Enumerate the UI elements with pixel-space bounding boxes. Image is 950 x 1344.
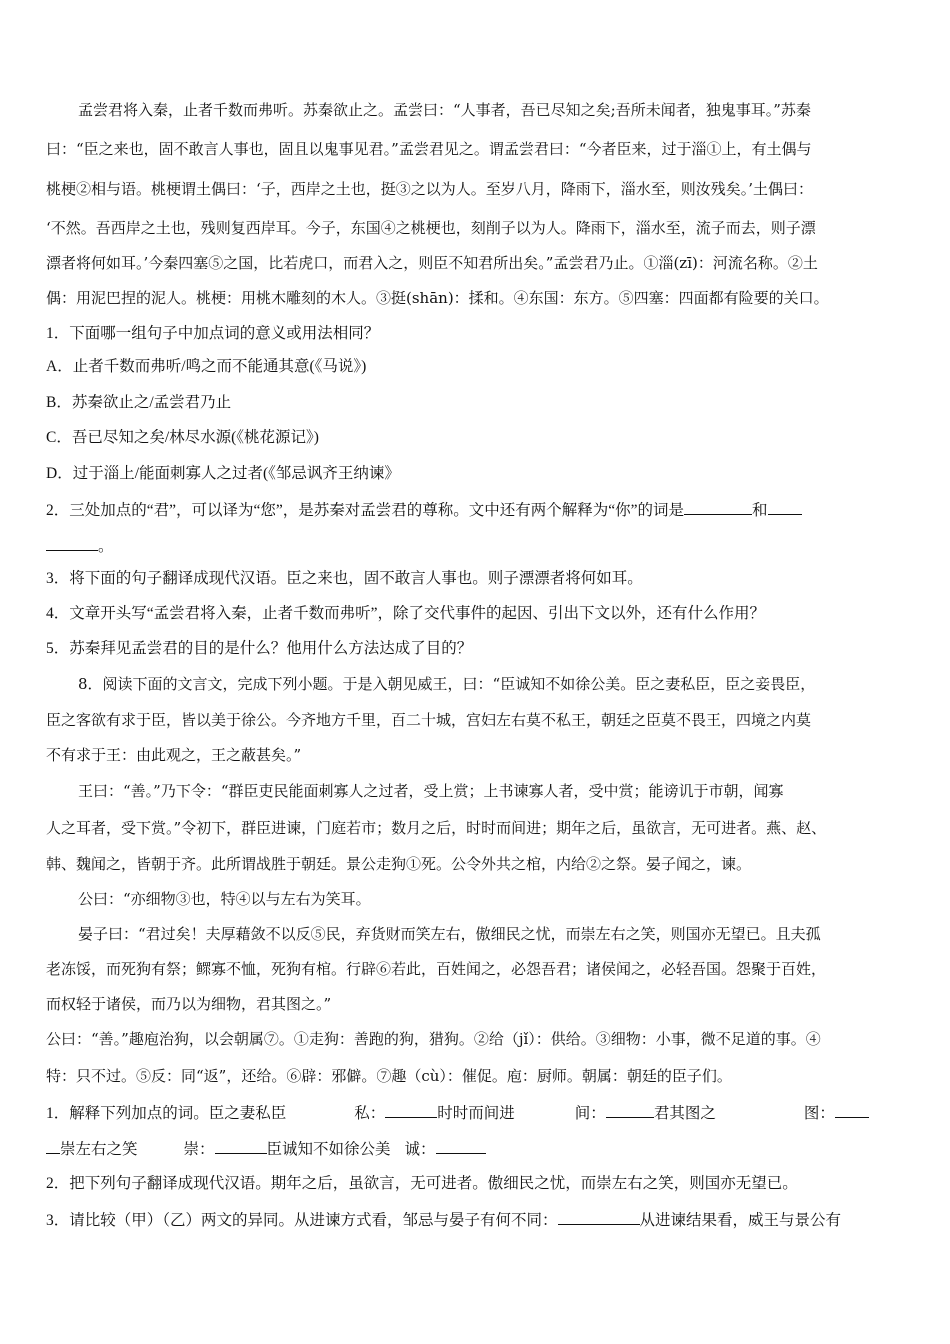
answer-blank[interactable] bbox=[558, 1209, 640, 1225]
passage1-line: 桃梗②相与语。桃梗谓土偶曰：‘子，西岸之土也，挺③之以为人。至岁八月，降雨下，淄水至，则汝残矣。’土偶曰： bbox=[46, 180, 814, 198]
question-2-and: 和 bbox=[752, 502, 768, 519]
question-3: 3．将下面的句子翻译成现代汉语。臣之来也，固不敢言人事也。则子漂漂者将何如耳。 bbox=[46, 570, 643, 587]
q2-1-word2: 时时而间进 bbox=[437, 1105, 515, 1122]
q2-1-intro: 1．解释下列加点的词。臣之妻私臣 bbox=[46, 1105, 287, 1122]
passage2-line: 8．阅读下面的文言文，完成下列小题。于是入朝见威王，曰：“臣诚知不如徐公美。臣之妻私臣，臣之妾畏臣， bbox=[78, 675, 816, 693]
q2-3-line bbox=[46, 1209, 908, 1231]
question-2-end: 。 bbox=[98, 538, 114, 555]
answer-blank[interactable] bbox=[768, 499, 802, 515]
passage2-line: 臣之客欲有求于臣，皆以美于徐公。今齐地方千里，百二十城，宫妇左右莫不私王，朝廷之臣莫不畏王，四境之内莫 bbox=[46, 711, 812, 729]
answer-blank[interactable] bbox=[684, 499, 752, 515]
passage2-notes: 公曰：“善。”趣庖治狗，以会朝属⑦。①走狗：善跑的狗，猎狗。②给（jǐ）：供给。③细物：小事，微不足道的事。④ bbox=[46, 1030, 821, 1048]
answer-blank[interactable] bbox=[215, 1138, 267, 1154]
answer-blank[interactable] bbox=[835, 1102, 869, 1118]
q2-1-word3: 君其图之 bbox=[653, 1105, 716, 1122]
q2-3-text-b: 从进谏结果看，威王与景公有 bbox=[639, 1212, 842, 1229]
passage2-notes: 特：只不过。⑤反：同“返”，还给。⑥辟：邪僻。⑦趣（cù）：催促。庖：厨师。朝属：朝廷的臣子们。 bbox=[46, 1067, 732, 1085]
q2-1-word4: 崇左右之笑 bbox=[60, 1141, 138, 1158]
passage1-line: 曰：“臣之来也，固不敢言人事也，固且以鬼事见君。”孟尝君见之。谓孟尝君曰：“今者臣来，过于淄①上，有土偶与 bbox=[46, 140, 812, 158]
q2-3-text: 3．请比较（甲）（乙）两文的异同。从进谏方式看，邹忌与晏子有何不同： bbox=[46, 1212, 558, 1229]
passage1-line: ‘不然。吾西岸之土也，残则复西岸耳。今子，东国④之桃梗也，刻削子以为人。降雨下，淄水至，流子而去，则子漂 bbox=[46, 219, 816, 237]
passage1-line: 孟尝君将入秦，止者千数而弗听。苏秦欲止之。孟尝曰：“人事者，吾已尽知之矣;吾所未闻者，独鬼事耳。”苏秦 bbox=[78, 101, 811, 119]
option-c: C．吾已尽知之矣/林尽水源(《桃花源记》) bbox=[46, 429, 319, 446]
answer-blank[interactable] bbox=[46, 1138, 60, 1154]
question-1: 1．下面哪一组句子中加点词的意义或用法相同？ bbox=[46, 325, 380, 342]
option-d: D．过于淄上/能面刺寡人之过者(《邹忌讽齐王纳谏》 bbox=[46, 465, 400, 482]
passage2-line: 王曰：“善。”乃下令：“群臣吏民能面刺寡人之过者，受上赏；上书谏寡人者，受中赏；能谤讥于市朝，闻寡 bbox=[78, 782, 784, 800]
q2-1-cheng-label: 诚： bbox=[404, 1141, 436, 1158]
question-4: 4．文章开头写“孟尝君将入秦，止者千数而弗听”，除了交代事件的起因、引出下文以外，还有什么作用？ bbox=[46, 605, 766, 622]
q2-1-jian-label: 间： bbox=[574, 1105, 606, 1122]
q2-1-line bbox=[46, 1102, 908, 1124]
passage2-line: 而权轻于诸侯，而乃以为细物，君其图之。” bbox=[46, 995, 332, 1013]
q2-1-si-label: 私： bbox=[354, 1105, 386, 1122]
q2-2: 2．把下列句子翻译成现代汉语。期年之后，虽欲言，无可进者。傲细民之忧，而崇左右之笑，则国亦无望已。 bbox=[46, 1175, 798, 1192]
option-a: A．止者千数而弗听/鸣之而不能通其意(《马说》) bbox=[46, 358, 367, 375]
passage2-line: 韩、魏闻之，皆朝于齐。此所谓战胜于朝廷。景公走狗①死。公令外共之棺，内给②之祭。晏子闻之，谏。 bbox=[46, 855, 752, 873]
option-b: B．苏秦欲止之/孟尝君乃止 bbox=[46, 394, 232, 411]
answer-blank[interactable] bbox=[385, 1102, 437, 1118]
q2-1-line2 bbox=[46, 1138, 908, 1160]
passage2-line: 公曰：“亦细物③也，特④以与左右为笑耳。 bbox=[78, 890, 371, 908]
q2-1-chong-label: 崇： bbox=[183, 1141, 215, 1158]
question-2-text: 2．三处加点的“君”，可以译为“您”，是苏秦对孟尝君的尊称。文中还有两个解释为“你”的词是 bbox=[46, 502, 685, 519]
question-2-cont bbox=[46, 535, 908, 557]
passage1-line: 偶：用泥巴捏的泥人。桃梗：用桃木雕刻的木人。③挺(shān)：揉和。④东国：东方。⑤四塞：四面都有险要的关口。 bbox=[46, 289, 829, 307]
passage2-line: 人之耳者，受下赏。”令初下，群臣进谏，门庭若市；数月之后，时时而间进；期年之后，虽欲言，无可进者。燕、赵、 bbox=[46, 819, 827, 837]
passage2-line: 晏子曰：“君过矣！夫厚藉敛不以反⑤民，弃货财而笑左右，傲细民之忧，而崇左右之笑，则国亦无望已。且夫孤 bbox=[78, 925, 821, 943]
passage1-line: 漂者将何如耳。’今秦四塞⑤之国，比若虎口，而君入之，则臣不知君所出矣。”孟尝君乃止。①淄(zī)：河流名称。②土 bbox=[46, 254, 818, 272]
question-5: 5．苏秦拜见孟尝君的目的是什么？他用什么方法达成了目的？ bbox=[46, 640, 473, 657]
q2-1-tu-label: 图： bbox=[803, 1105, 835, 1122]
answer-blank[interactable] bbox=[606, 1102, 654, 1118]
question-2 bbox=[46, 499, 908, 521]
q2-1-word5: 臣诚知不如徐公美 bbox=[266, 1141, 391, 1158]
passage2-line: 不有求于王：由此观之，王之蔽甚矣。” bbox=[46, 746, 302, 764]
answer-blank[interactable] bbox=[46, 535, 98, 551]
passage2-line: 老冻馁，而死狗有祭；鳏寡不恤，死狗有棺。行辟⑥若此，百姓闻之，必怨吾君；诸侯闻之，必轻吾国。怨聚于百姓， bbox=[46, 960, 827, 978]
answer-blank[interactable] bbox=[436, 1138, 486, 1154]
